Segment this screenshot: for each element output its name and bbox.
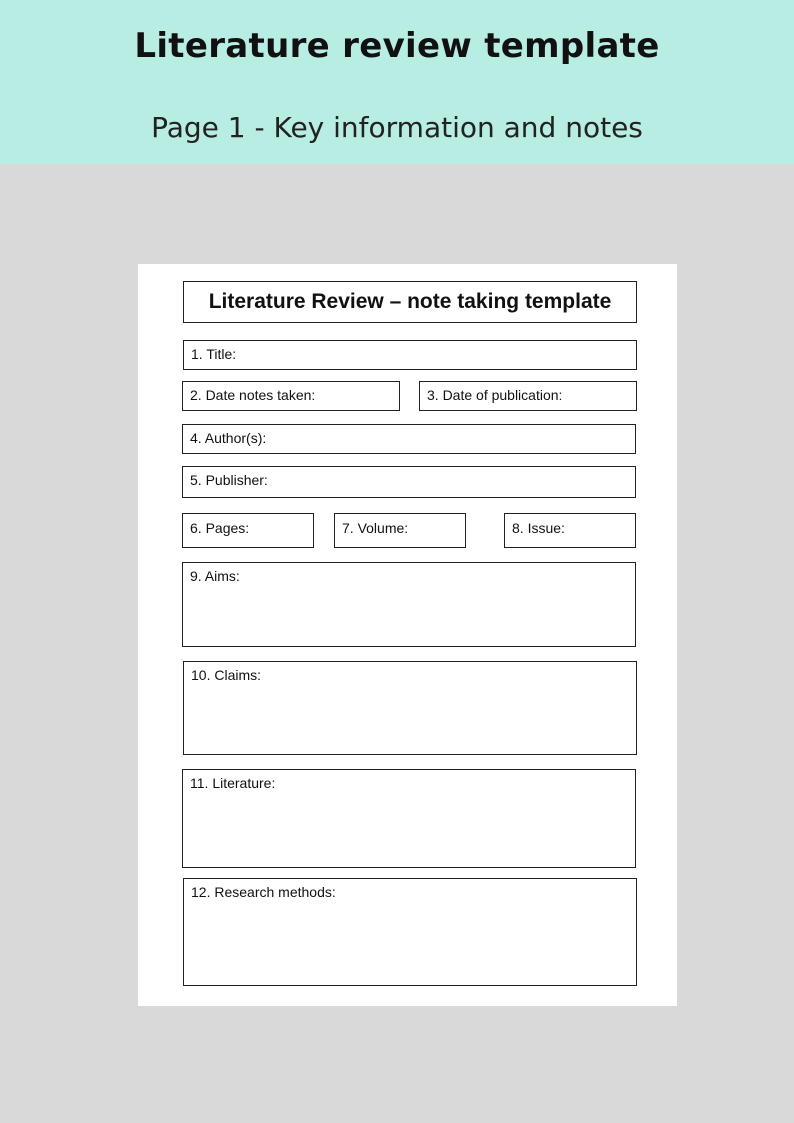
field-research-methods[interactable] — [183, 878, 637, 986]
field-authors[interactable] — [182, 424, 636, 454]
field-label: 2. Date notes taken: — [190, 387, 316, 403]
field-label: 9. Aims: — [190, 568, 240, 584]
field-label: 4. Author(s): — [190, 430, 267, 446]
field-label: 11. Literature: — [190, 775, 276, 791]
field-label: 5. Publisher: — [190, 472, 268, 488]
field-aims[interactable] — [182, 562, 636, 647]
field-label: 1. Title: — [191, 346, 237, 362]
field-literature[interactable] — [182, 769, 636, 868]
field-date-of-publication[interactable] — [419, 381, 637, 411]
field-issue[interactable] — [504, 513, 636, 548]
field-volume[interactable] — [334, 513, 466, 548]
field-label: 3. Date of publication: — [427, 387, 563, 403]
field-label: 7. Volume: — [342, 520, 409, 536]
field-label: 10. Claims: — [191, 667, 262, 683]
page-title: Literature review template — [134, 26, 660, 66]
field-date-notes-taken[interactable] — [182, 381, 400, 411]
field-pages[interactable] — [182, 513, 314, 548]
page-subtitle: Page 1 - Key information and notes — [151, 111, 643, 144]
field-label: 6. Pages: — [190, 520, 250, 536]
header-banner — [0, 0, 794, 164]
field-title[interactable] — [183, 340, 637, 370]
field-publisher[interactable] — [182, 466, 636, 498]
field-label: 12. Research methods: — [191, 884, 336, 900]
sheet-title-box — [183, 281, 637, 323]
field-claims[interactable] — [183, 661, 637, 755]
sheet-title: Literature Review – note taking template — [208, 290, 612, 313]
field-label: 8. Issue: — [512, 520, 565, 536]
template-sheet — [138, 264, 677, 1006]
